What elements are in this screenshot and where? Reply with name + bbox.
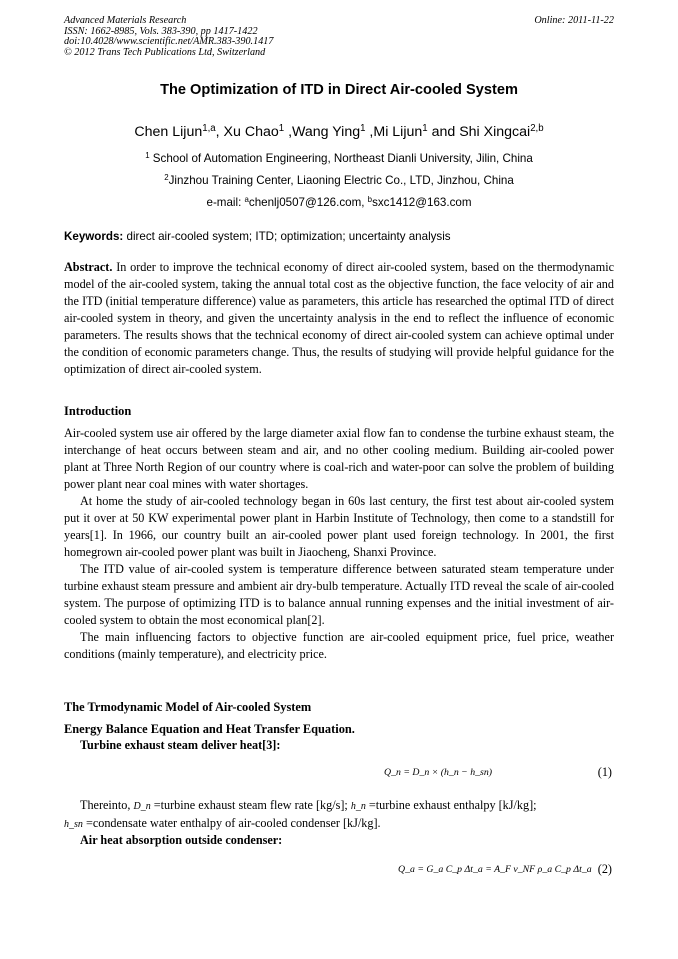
- equation-number: (2): [597, 862, 612, 876]
- author-list: [0, 124, 678, 140]
- journal-header: [64, 16, 273, 58]
- email-link[interactable]: sxc1412@163.com: [372, 196, 472, 209]
- copyright-line: © 2012 Trans Tech Publications Ltd, Switzerland: [64, 46, 266, 58]
- item-heading: Air heat absorption outside condenser:: [80, 833, 283, 847]
- author-sup: 1,a: [202, 123, 216, 135]
- author-name: Chen Lijun: [134, 124, 203, 140]
- section-heading: The Trmodynamic Model of Air-cooled System: [64, 700, 312, 714]
- affiliation-1: [0, 152, 678, 165]
- section-heading: Introduction: [64, 404, 132, 418]
- author-name: Mi Lijun: [373, 124, 423, 140]
- affiliation-text: School of Automation Engineering, Northeast Dianli University, Jilin, China: [149, 152, 533, 165]
- affiliation-text: Jinzhou Training Center, Liaoning Electric Co., LTD, Jinzhou, China: [168, 174, 514, 187]
- symbol: D_n: [133, 801, 151, 812]
- item-heading: Turbine exhaust steam deliver heat[3]:: [80, 738, 281, 752]
- email-sup: a: [244, 195, 249, 205]
- author-sep: ,: [365, 124, 374, 140]
- affiliation-sup: 2: [164, 173, 169, 183]
- keywords-text: direct air-cooled system; ITD; optimization; uncertainty analysis: [123, 230, 451, 243]
- issn-line: ISSN: 1662-8985, Vols. 383-390, pp 1417-1422: [64, 25, 258, 37]
- email-sup: b: [367, 195, 373, 205]
- definition-text: =turbine exhaust enthalpy [kJ/kg];: [365, 798, 537, 812]
- affiliation-2: [0, 174, 678, 187]
- email-prefix: e-mail:: [206, 196, 245, 209]
- author-sup: 1: [360, 123, 366, 135]
- paragraph: The ITD value of air-cooled system is temperature difference between saturated steam temperature under turbine exhaust steam pressure and ambient air dry-bulb temperature. Actually ITD reveal the scale of air-cooled system. The purpose of optimizing ITD is to balance annual running expenses and the initial investment of air-cooled system to obtain the most economical plan[2].: [64, 562, 614, 627]
- symbol: h_sn: [64, 819, 83, 830]
- author-sep: ,: [215, 124, 224, 140]
- email-line: [0, 196, 678, 209]
- abstract-text: In order to improve the technical economy of direct air-cooled system, based on the thermodynamic model of the air-cooled system, taking the annual total cost as the objective function, the face velocity of air and the ITD (initial temperature difference) value as parameters, this article has researched the optimal ITD of direct air-cooled system in theory, and given the uncertainty analysis in the end to reflect the influence of economic parameters. The results shows that the technical economy of direct air-cooled system can achieve optimal under the condition of economic parameters change. Thus, the results of studying will provide helpful guidance for the optimization of direct air-cooled system.: [64, 260, 614, 376]
- equation-2: Q_a = G_a C_p Δt_a = A_F v_NF ρ_a C_p Δt_a: [398, 864, 592, 875]
- abstract: [64, 259, 614, 378]
- author-sup: 1: [422, 123, 428, 135]
- paragraph: At home the study of air-cooled technology began in 60s last century, the first test about air-cooled system put it over at 50 KW experimental power plant in Harbin Institute of Technology, then come to a standstill for years[1]. In 1966, our country built an air-cooled power plant used foreign technology. In 2001, the first homegrown air-cooled power plant was built in Jiaocheng, Shanxi Province.: [64, 494, 614, 559]
- introduction-body: [64, 425, 614, 663]
- author-sup: 2,b: [530, 123, 544, 135]
- keywords-label: Keywords:: [64, 230, 124, 243]
- paper-title: The Optimization of ITD in Direct Air-cooled System: [160, 82, 518, 98]
- thereinto-text: Thereinto,: [80, 798, 134, 812]
- author-name: Wang Ying: [292, 124, 361, 140]
- variable-definitions: [64, 797, 614, 833]
- equation-number: (1): [597, 765, 612, 779]
- doi-line: doi:10.4028/www.scientific.net/AMR.383-390.1417: [64, 36, 274, 47]
- author-sep: ,: [284, 124, 293, 140]
- definition-text: =turbine exhaust steam flew rate [kg/s];: [150, 798, 351, 812]
- online-date: Online: 2011-11-22: [534, 15, 614, 26]
- author-sup: 1: [278, 123, 285, 135]
- symbol: h_n: [350, 801, 366, 812]
- author-name: Xu Chao: [223, 124, 279, 140]
- affiliation-sup: 1: [145, 151, 150, 161]
- keywords: [64, 230, 451, 243]
- definition-text: =condensate water enthalpy of air-cooled condenser [kJ/kg].: [82, 816, 381, 830]
- paragraph: The main influencing factors to objective function are air-cooled equipment price, fuel price, weather conditions (mainly temperature), and electricity price.: [64, 630, 614, 661]
- subsection-heading: Energy Balance Equation and Heat Transfer Equation.: [64, 722, 355, 736]
- equation-1: Q_n = D_n × (h_n − h_sn): [384, 767, 493, 778]
- author-sep: and: [427, 124, 460, 140]
- email-link[interactable]: chenlj0507@126.com,: [248, 196, 368, 209]
- journal-name: Advanced Materials Research: [64, 15, 187, 26]
- paragraph: Air-cooled system use air offered by the large diameter axial flow fan to condense the turbine exhaust steam, the interchange of heat occurs between steam and air, and no other cooling medium. Building air-cooled power plant at Three North Region of our country where is coal-rich and water-poor can solve the problem of building power plant near coal mines with water shortages.: [64, 426, 614, 491]
- abstract-label: Abstract.: [64, 260, 113, 274]
- author-name: Shi Xingcai: [459, 124, 531, 140]
